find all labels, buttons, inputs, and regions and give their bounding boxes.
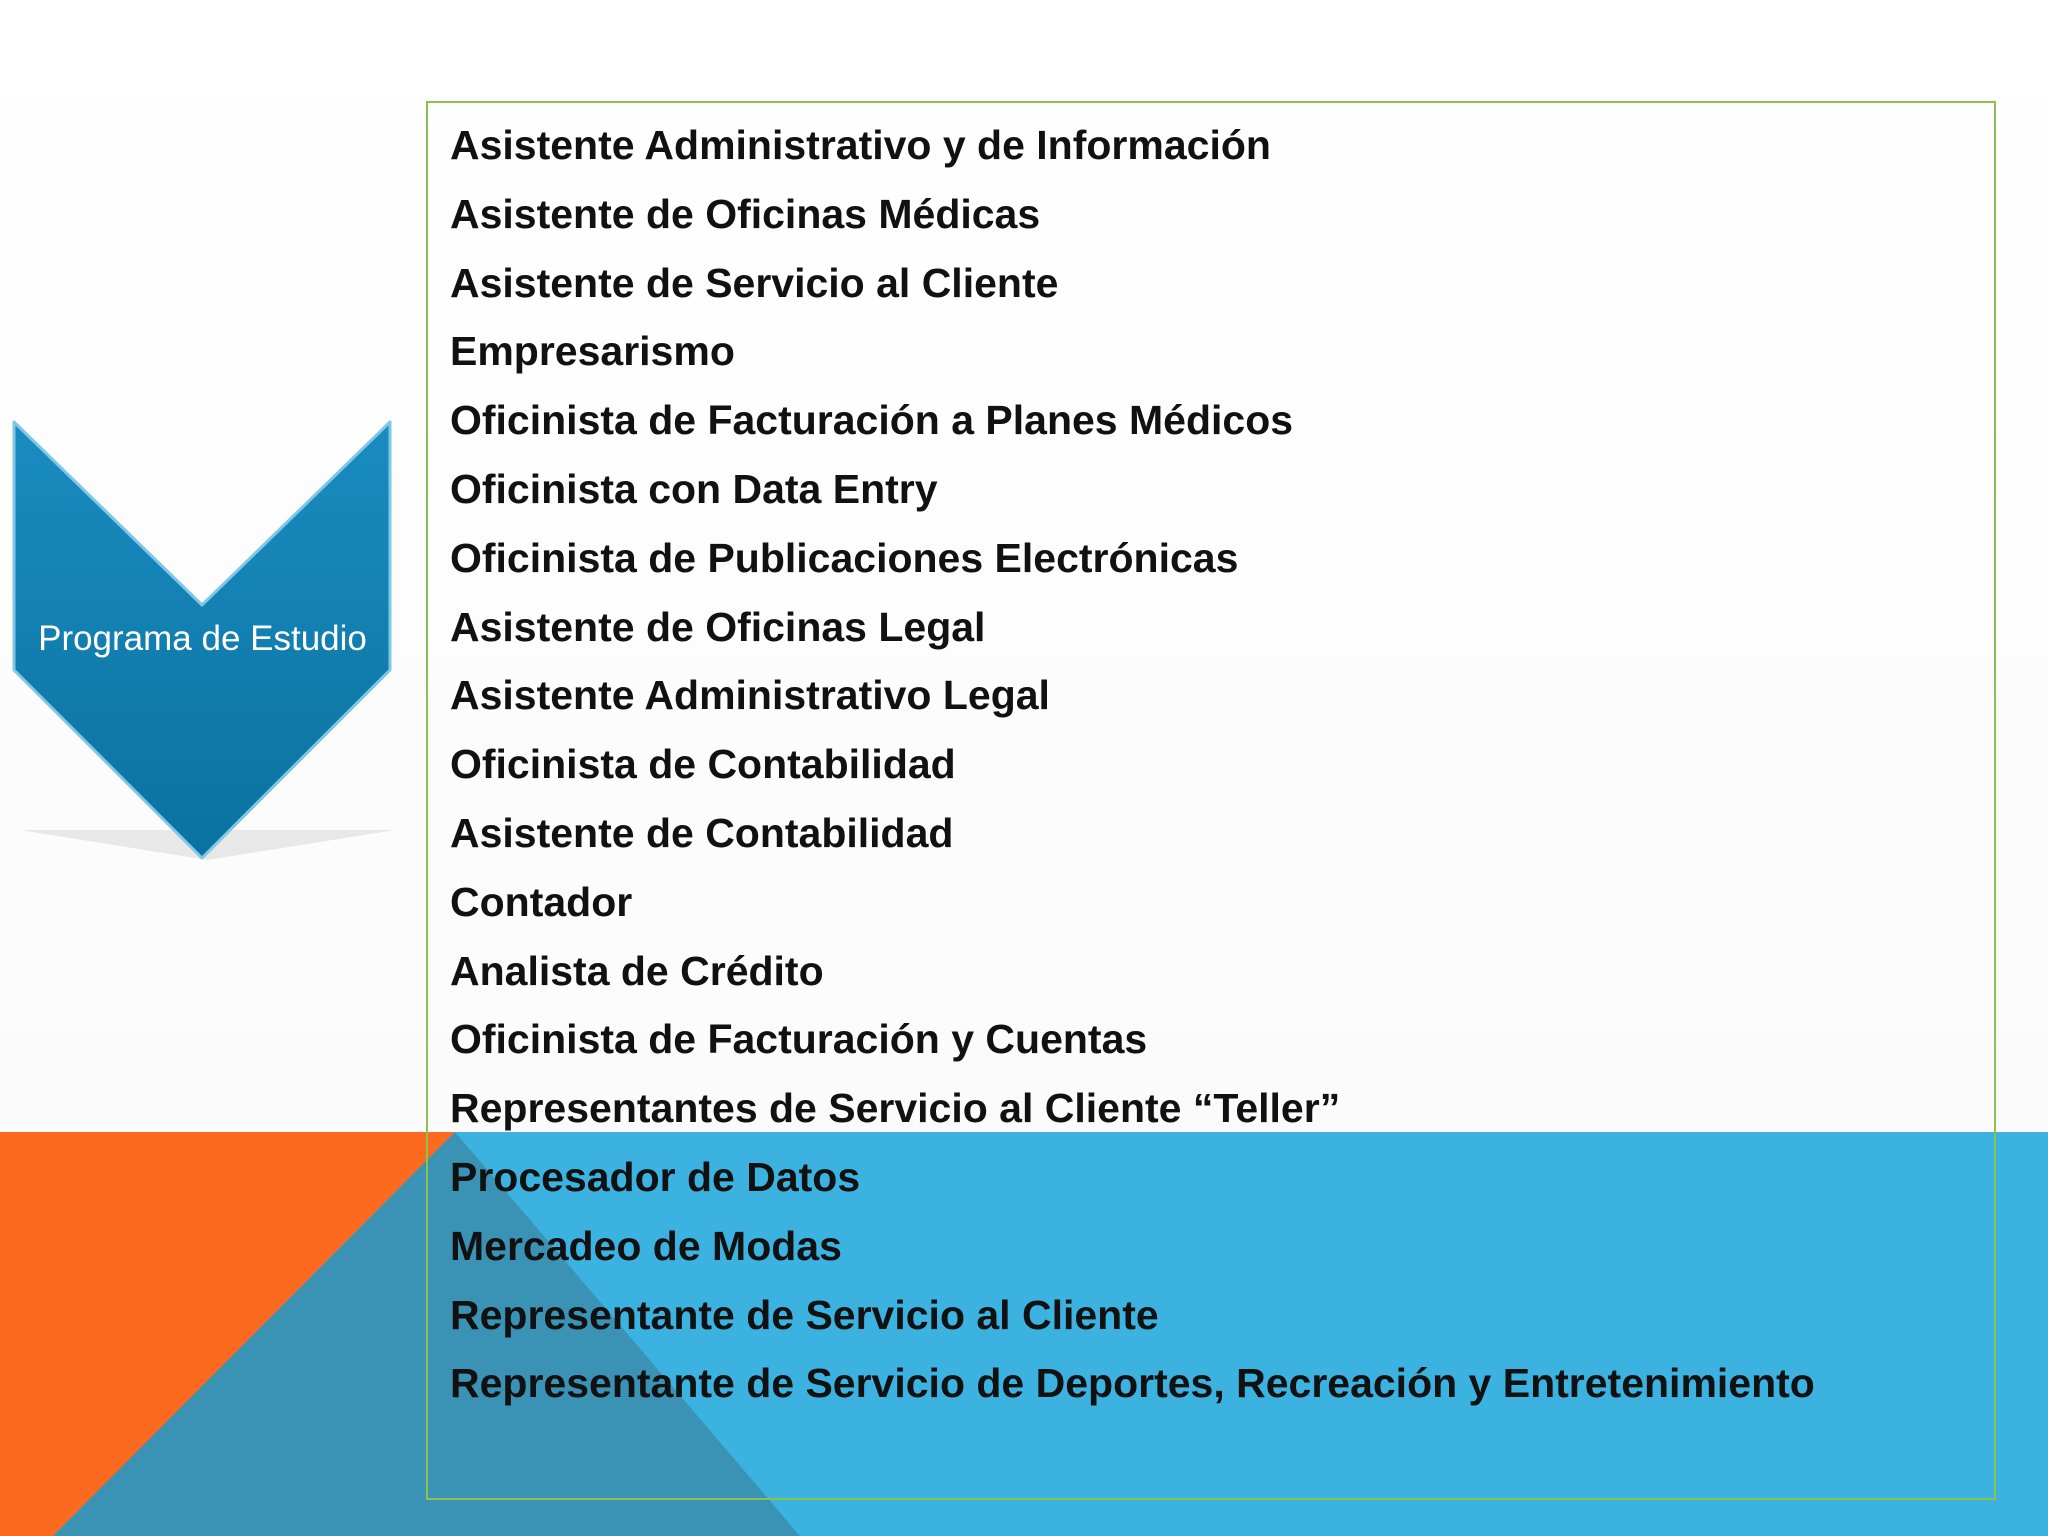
program-item: Oficinista de Contabilidad — [450, 741, 956, 788]
program-item: Representante de Servicio al Cliente — [450, 1291, 1159, 1338]
program-item: Oficinista de Publicaciones Electrónicas — [450, 534, 1239, 581]
program-item: Representantes de Servicio al Cliente “Teller” — [450, 1085, 1341, 1132]
program-list-box — [426, 101, 1996, 1500]
program-item: Asistente Administrativo y de Información — [450, 122, 1271, 168]
program-item: Mercadeo de Modas — [450, 1222, 842, 1269]
program-item: Analista de Crédito — [450, 947, 824, 994]
program-item: Asistente de Servicio al Cliente — [450, 259, 1059, 306]
program-item: Representante de Servicio de Deportes, Recreación y Entretenimiento — [450, 1360, 1815, 1407]
program-item: Contador — [450, 878, 633, 925]
program-item: Procesador de Datos — [450, 1153, 861, 1200]
program-item: Asistente de Contabilidad — [450, 809, 954, 856]
program-item: Asistente de Oficinas Médicas — [450, 190, 1041, 237]
program-list — [450, 111, 1815, 1418]
program-item: Asistente Administrativo Legal — [450, 672, 1050, 719]
program-item: Oficinista de Facturación a Planes Médicos — [450, 397, 1294, 444]
program-item: Empresarismo — [450, 328, 735, 375]
program-item: Asistente de Oficinas Legal — [450, 603, 986, 650]
chevron-label: Programa de Estudio — [38, 619, 367, 658]
program-item: Oficinista con Data Entry — [450, 465, 938, 512]
program-item: Oficinista de Facturación y Cuentas — [450, 1016, 1148, 1063]
